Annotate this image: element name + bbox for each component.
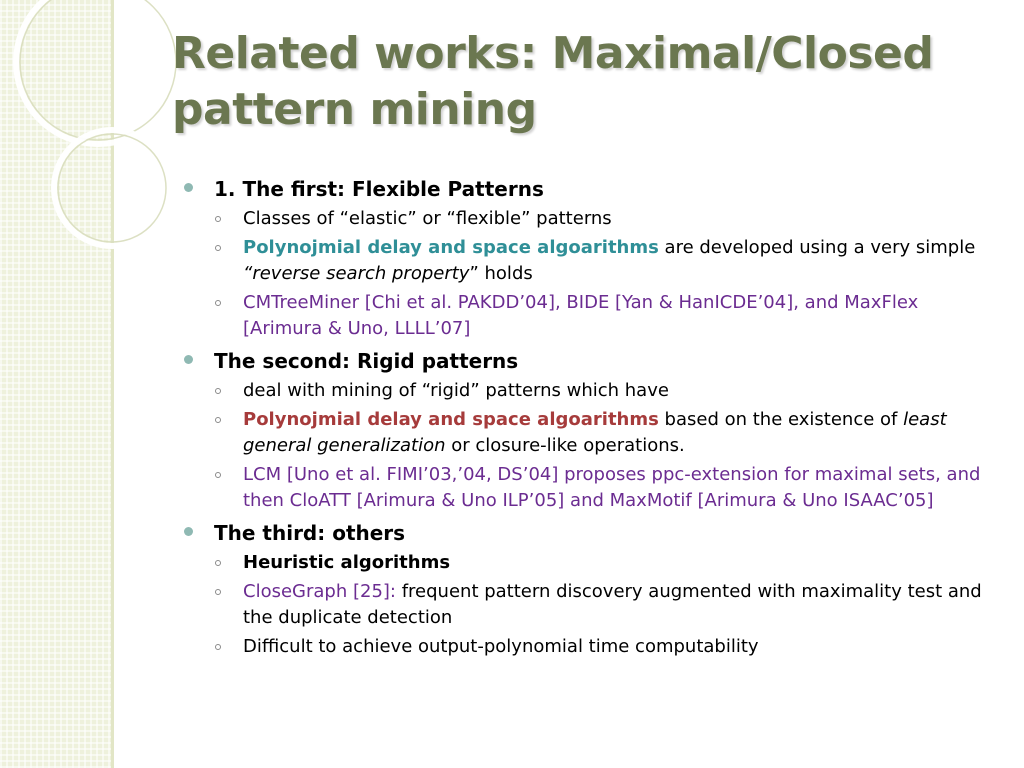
slide-body: [180, 170, 990, 660]
item-italic: least general generalization: [243, 409, 947, 456]
bullet-ring-icon: [215, 589, 221, 595]
item-text: Heuristic algorithms: [243, 552, 451, 573]
list-item: [180, 290, 990, 342]
item-italic: “reverse search property: [243, 263, 470, 284]
bullet-ring-icon: [215, 472, 221, 478]
item-text: or closure-like operations.: [445, 435, 685, 456]
item-highlight: Polynojmial delay and space algoarithms: [243, 237, 659, 258]
item-text: are developed using a very simple: [658, 237, 976, 258]
section-heading-text: The third: others: [214, 521, 406, 545]
list-item: [180, 462, 990, 514]
list-item: [180, 550, 990, 576]
bullet-dot-icon: [184, 183, 193, 192]
list-item: [180, 579, 990, 631]
item-text: based on the existence of: [658, 409, 904, 430]
item-text: deal with mining of “rigid” patterns which have: [243, 380, 669, 401]
item-text: ” holds: [469, 263, 533, 284]
section-heading-text: The second: Rigid patterns: [214, 349, 519, 373]
list-item: [180, 634, 990, 660]
bullet-ring-icon: [215, 417, 221, 423]
item-text: frequent pattern discovery augmented with maximality test and the duplicate detection: [243, 581, 982, 628]
list-item: [180, 378, 990, 404]
bullet-ring-icon: [215, 216, 221, 222]
item-text: Classes of “elastic” or “flexible” patterns: [243, 208, 612, 229]
item-text: Difficult to achieve output-polynomial time computability: [243, 636, 759, 657]
section-heading-text: 1. The first: Flexible Patterns: [214, 177, 544, 201]
item-highlight: Polynojmial delay and space algoarithms: [243, 409, 659, 430]
slide-title: Related works: Maximal/Closed pattern mining: [172, 28, 934, 135]
item-highlight: CloseGraph [25]:: [243, 581, 396, 602]
list-item: [180, 206, 990, 232]
bullet-ring-icon: [215, 644, 221, 650]
list-item: [180, 407, 990, 459]
item-text: LCM [Uno et al. FIMI’03,’04, DS’04] proposes ppc-extension for maximal sets, and then CloATT [Arimura & Uno ILP’05] and MaxMotif [Arimura & Uno ISAAC’05]: [243, 464, 981, 511]
bullet-dot-icon: [184, 527, 193, 536]
list-item: [180, 235, 990, 287]
section-heading-2: [180, 347, 990, 375]
bullet-ring-icon: [215, 560, 221, 566]
bullet-ring-icon: [215, 300, 221, 306]
bullet-ring-icon: [215, 388, 221, 394]
decorative-circles: [0, 0, 180, 320]
item-text: CMTreeMiner [Chi et al. PAKDD’04], BIDE [Yan & HanICDE’04], and MaxFlex [Arimura & Uno, LLLL’07]: [243, 292, 919, 339]
bullet-dot-icon: [184, 355, 193, 364]
bullet-ring-icon: [215, 245, 221, 251]
section-heading-3: [180, 519, 990, 547]
section-heading-1: [180, 175, 990, 203]
